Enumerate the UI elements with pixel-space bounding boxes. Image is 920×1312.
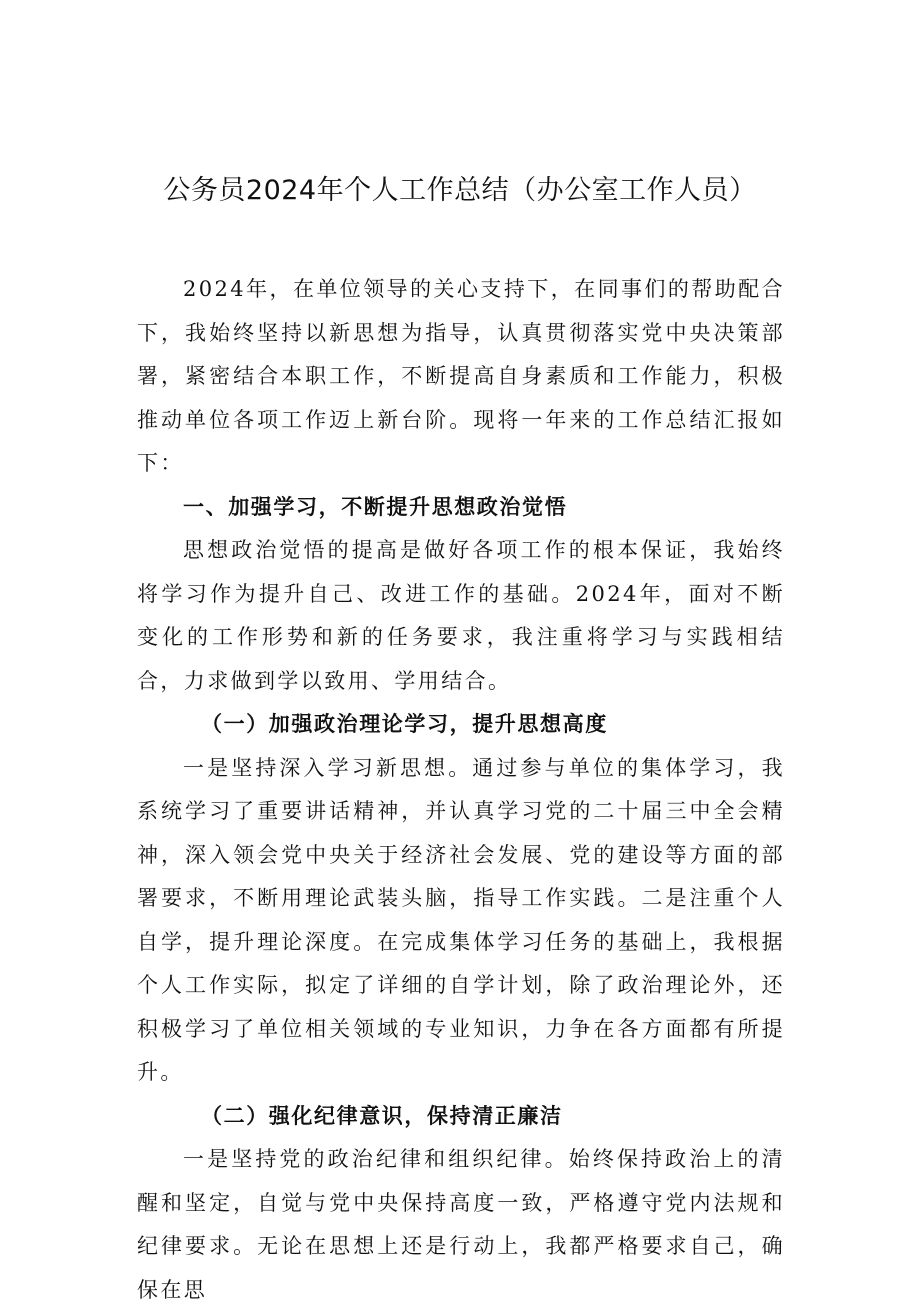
section-1-heading: 一、加强学习，不断提升思想政治觉悟 <box>183 494 568 519</box>
subsection-1-heading: （一）加强政治理论学习，提升思想高度 <box>201 712 608 736</box>
document-body <box>137 268 785 1312</box>
subsection-2-paragraph: 一是坚持党的政治纪律和组织纪律。始终保持政治上的清醒和坚定，自觉与党中央保持高度一致，严格遵守党内法规和纪律要求。无论在思想上还是行动上，我都严格要求自己，确保在思 <box>137 1147 785 1302</box>
subsection-2-heading: （二）强化纪律意识，保持清正廉洁 <box>201 1103 563 1128</box>
section-1-paragraph: 思想政治觉悟的提高是做好各项工作的根本保证，我始终将学习作为提升自己、改进工作的基础。2024年，面对不断变化的工作形势和新的任务要求，我注重将学习与实践相结合，力求做到学以致用、学用结合。 <box>137 538 785 693</box>
intro-paragraph: 2024年，在单位领导的关心支持下，在同事们的帮助配合下，我始终坚持以新思想为指导，认真贯彻落实党中央决策部署，紧密结合本职工作，不断提高自身素质和工作能力，积极推动单位各项工作迈上新台阶。现将一年来的工作总结汇报如下： <box>137 277 785 475</box>
subsection-1-paragraph: 一是坚持深入学习新思想。通过参与单位的集体学习，我系统学习了重要讲话精神，并认真学习党的二十届三中全会精神，深入领会党中央关于经济社会发展、党的建设等方面的部署要求，不断用理论武装头脑，指导工作实践。二是注重个人自学，提升理论深度。在完成集体学习任务的基础上，我根据个人工作实际，拟定了详细的自学计划，除了政治理论外，还积极学习了单位相关领域的专业知识，力争在各方面都有所提升。 <box>137 755 785 1084</box>
document-title: 公务员2024年个人工作总结（办公室工作人员） <box>163 175 757 206</box>
